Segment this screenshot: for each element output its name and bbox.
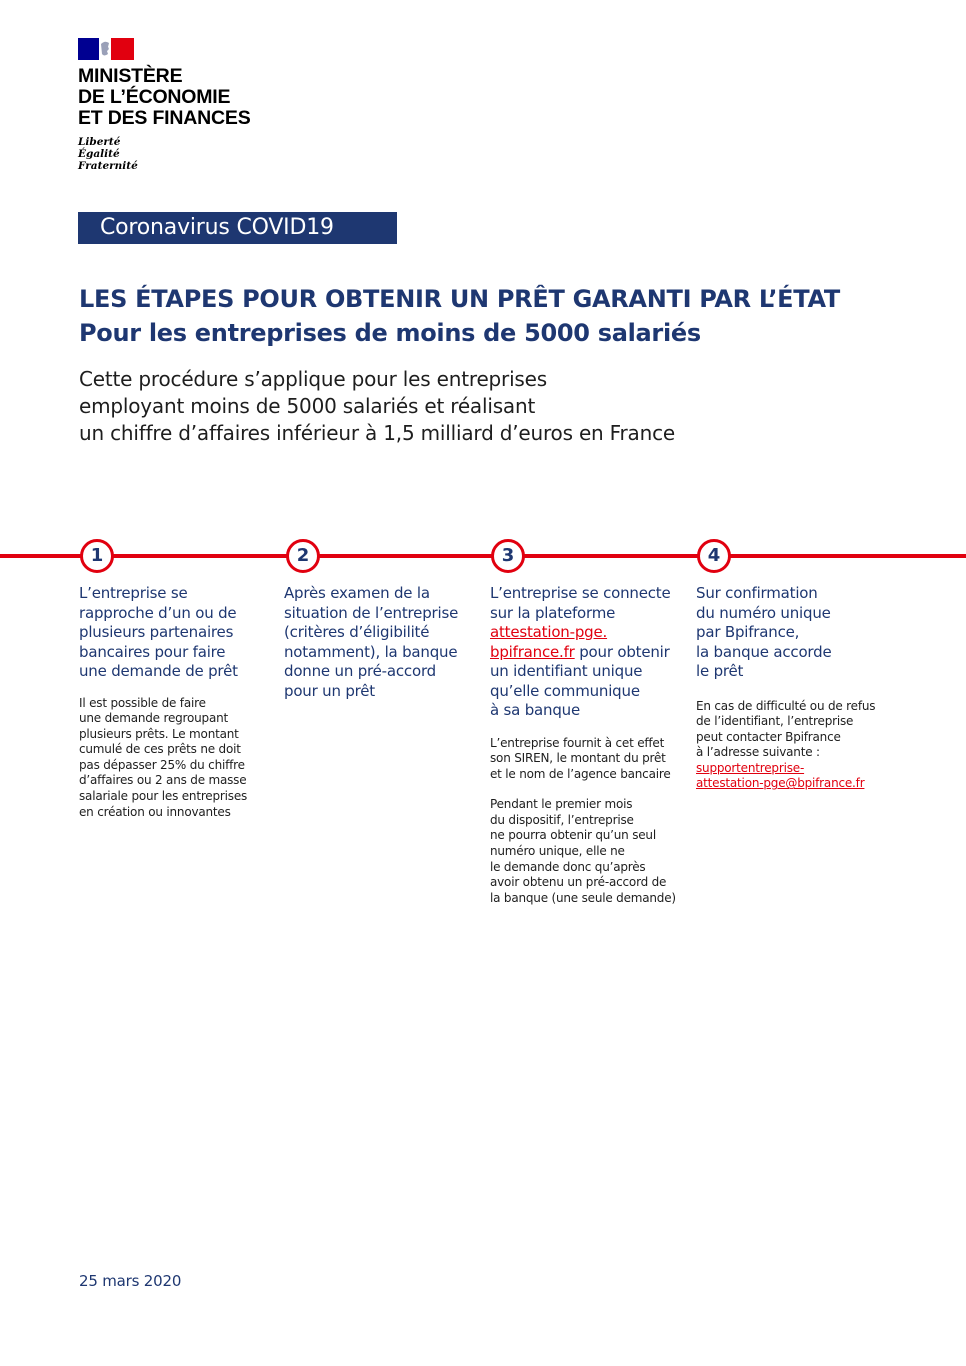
step-4-number: 4	[697, 539, 731, 573]
step-2-description	[284, 584, 474, 701]
marianne-profile-icon	[99, 38, 111, 60]
republic-motto	[78, 136, 138, 172]
step-text-line: une demande de prêt	[79, 662, 238, 680]
step-text-line: le prêt	[696, 662, 744, 680]
step-4-note	[696, 699, 886, 793]
step-text-line: qu’elle communique	[490, 681, 640, 700]
note-line: du dispositif, l’entreprise	[490, 812, 634, 827]
note-line: avoir obtenu un pré-accord de	[490, 875, 667, 890]
step-text-line: du numéro unique	[696, 603, 831, 622]
step-text-line: donne un pré-accord	[284, 662, 436, 680]
step-text-line: pour un prêt	[284, 681, 375, 700]
step-text-line: bancaires pour faire	[79, 642, 226, 661]
note-line: et le nom de l’agence bancaire	[490, 766, 671, 781]
note-line: numéro unique, elle ne	[490, 844, 625, 859]
note-line: en création ou innovantes	[79, 804, 231, 819]
step-text-line: Sur confirmation	[696, 584, 818, 602]
note-line: son SIREN, le montant du prêt	[490, 751, 666, 766]
step-text-line: Après examen de la	[284, 584, 430, 602]
step-3-note-1	[490, 736, 680, 783]
step-2-number: 2	[286, 539, 320, 573]
note-line: plusieurs prêts. Le montant	[79, 726, 239, 741]
motto-egalite: Égalité	[78, 148, 120, 160]
step-text-line: L’entreprise se connecte	[490, 584, 671, 602]
support-email-link-domain[interactable]: attestation-pge@bpifrance.fr	[696, 776, 865, 791]
support-email-link[interactable]: supportentreprise-	[696, 760, 805, 775]
step-2-column	[284, 584, 474, 701]
flag-blue-stripe	[78, 38, 99, 60]
note-line: En cas de difficulté ou de refus	[696, 698, 876, 713]
note-line: une demande regroupant	[79, 711, 229, 726]
ministry-line-1: MINISTÈRE	[78, 65, 183, 87]
step-1-number: 1	[80, 539, 114, 573]
step-1-note	[79, 696, 269, 821]
note-line: salariale pour les entreprises	[79, 789, 248, 804]
step-1-description	[79, 584, 269, 682]
page-title: LES ÉTAPES POUR OBTENIR UN PRÊT GARANTI PAR L’ÉTAT	[79, 285, 840, 313]
step-3-note-2	[490, 797, 680, 906]
step-text-line: par Bpifrance,	[696, 623, 800, 641]
note-line: le demande donc qu’après	[490, 859, 646, 874]
step-1-column	[79, 584, 269, 820]
intro-paragraph	[79, 366, 675, 447]
motto-liberte: Liberté	[78, 136, 121, 148]
note-line: à l’adresse suivante :	[696, 745, 820, 760]
note-line: ne pourra obtenir qu’un seul	[490, 828, 656, 843]
steps-timeline	[0, 554, 966, 558]
intro-line: employant moins de 5000 salariés et réalisant	[79, 394, 536, 418]
flag-white-stripe	[99, 38, 111, 60]
step-4-column	[696, 584, 886, 792]
publication-date: 25 mars 2020	[79, 1272, 182, 1290]
step-text-line: rapproche d’un ou de	[79, 603, 237, 622]
intro-line: Cette procédure s’applique pour les entreprises	[79, 367, 547, 391]
step-4-description	[696, 584, 886, 682]
note-line: Il est possible de faire	[79, 695, 206, 710]
covid-banner: Coronavirus COVID19	[78, 212, 397, 244]
ministry-line-2: DE L’ÉCONOMIE	[78, 86, 231, 108]
step-text-line: à sa banque	[490, 701, 581, 719]
step-3-column	[490, 584, 680, 906]
step-text-line: plusieurs partenaires	[79, 623, 234, 641]
note-line: Pendant le premier mois	[490, 797, 633, 812]
note-line: peut contacter Bpifrance	[696, 729, 841, 744]
note-line: pas dépasser 25% du chiffre	[79, 757, 245, 772]
attestation-pge-link-domain[interactable]: bpifrance.fr	[490, 642, 575, 661]
note-line: de l’identifiant, l’entreprise	[696, 714, 854, 729]
ministry-line-3: ET DES FINANCES	[78, 107, 251, 129]
note-line: cumulé de ces prêts ne doit	[79, 742, 241, 757]
flag-red-stripe	[111, 38, 134, 60]
step-text-line: la banque accorde	[696, 642, 832, 661]
step-text-line: L’entreprise se	[79, 584, 188, 602]
ministry-name	[78, 66, 251, 129]
step-text-line: (critères d’éligibilité	[284, 623, 430, 641]
note-line: L’entreprise fournit à cet effet	[490, 735, 665, 750]
step-text-line: notamment), la banque	[284, 642, 458, 661]
note-line: la banque (une seule demande)	[490, 890, 676, 905]
step-text-line: situation de l’entreprise	[284, 603, 459, 622]
step-text-line: un identifiant unique	[490, 662, 643, 680]
page-subtitle: Pour les entreprises de moins de 5000 salariés	[79, 319, 701, 347]
step-3-number: 3	[491, 539, 525, 573]
step-3-description	[490, 584, 680, 721]
note-line: d’affaires ou 2 ans de masse	[79, 773, 247, 788]
marianne-flag-icon	[78, 38, 134, 60]
intro-line: un chiffre d’affaires inférieur à 1,5 milliard d’euros en France	[79, 421, 675, 445]
step-text-inline: pour obtenir	[574, 642, 670, 661]
step-text-line: sur la plateforme	[490, 603, 616, 622]
motto-fraternite: Fraternité	[78, 160, 138, 172]
attestation-pge-link[interactable]: attestation-pge.	[490, 623, 608, 641]
